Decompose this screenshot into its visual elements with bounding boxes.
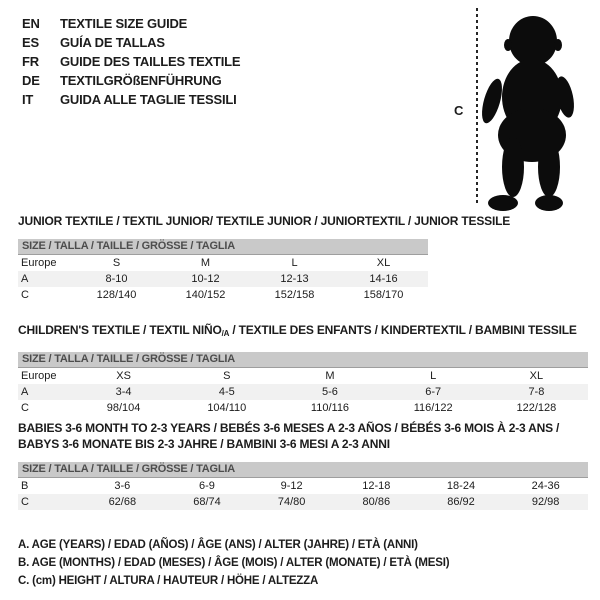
cell: 7-8 [528,386,545,398]
size-header-bar: SIZE / TALLA / TAILLE / GRÖSSE / TAGLIA [18,239,428,255]
cell: 152/158 [274,289,315,301]
lang-code: FR [22,54,39,69]
cell: 14-16 [369,273,398,285]
row-label: Europe [21,257,57,269]
table-row [18,271,428,287]
row-label: B [21,480,29,492]
cell: L [291,257,298,269]
lang-row-en [22,14,240,33]
footnote-b: B. AGE (MONTHS) / EDAD (MESES) / ÂGE (MOIS) / ALTER (MONATE) / ETÀ (MESI) [18,557,450,569]
cell: 110/116 [310,402,350,414]
title-line-2: BABYS 3-6 MONATE BIS 2-3 JAHRE / BAMBINI 3-6 MESI A 2-3 ANNI [18,437,390,451]
cell: 128/140 [96,289,137,301]
lang-code: IT [22,92,34,107]
table-row [18,478,588,494]
junior-textile-section [18,213,511,303]
cell: 4-5 [218,386,235,398]
language-list [22,14,240,109]
cell: 158/170 [363,289,404,301]
cell: S [112,257,121,269]
cell: L [430,370,437,382]
cell: 6-7 [425,386,442,398]
lang-row-es [22,33,240,52]
cell: 116/122 [413,402,453,414]
babies-table-title [18,420,588,452]
babies-textile-section [18,420,588,510]
cell: 80/86 [362,496,391,508]
row-label: C [21,402,29,414]
cell: 92/98 [531,496,560,508]
cell: M [325,370,335,382]
size-header-bar: SIZE / TALLA / TAILLE / GRÖSSE / TAGLIA [18,462,588,478]
cell: XL [529,370,544,382]
table-row [18,494,588,510]
lang-title: GUIDA ALLE TAGLIE TESSILI [60,92,237,107]
height-measure-label: C [454,103,464,118]
cell: 9-12 [280,480,303,492]
cell: XS [116,370,131,382]
title-line-1: BABIES 3-6 MONTH TO 2-3 YEARS / BEBÉS 3-6 MESES A 2-3 AÑOS / BÉBÉS 3-6 MOIS À 2-3 ANS / [18,421,560,435]
cell: 8-10 [105,273,128,285]
table-row [18,368,588,384]
row-label: A [21,273,29,285]
cell: 68/74 [193,496,221,508]
title-part: CHILDREN'S TEXTILE / TEXTIL NIÑO [18,323,222,337]
table-row [18,287,428,303]
row-label: C [21,496,29,508]
footnotes [18,536,449,590]
cell: 3-6 [114,480,131,492]
footnote-a: A. AGE (YEARS) / EDAD (AÑOS) / ÂGE (ANS) / ALTER (JAHRE) / ETÀ (ANNI) [18,539,418,551]
cell: 5-6 [322,386,338,398]
cell: M [200,257,211,269]
junior-table-title: JUNIOR TEXTILE / TEXTIL JUNIOR/ TEXTILE JUNIOR / JUNIORTEXTIL / JUNIOR TESSILE [18,214,511,228]
footnote-c: C. (cm) HEIGHT / ALTURA / HAUTEUR / HÖHE / ALTEZZA [18,575,319,587]
cell: 86/92 [447,496,475,508]
lang-row-de [22,71,240,90]
cell: 3-4 [115,386,132,398]
cell: 10-12 [191,273,220,285]
childrens-table-title [18,322,588,342]
cell: XL [376,257,391,269]
cell: S [223,370,231,382]
lang-code: ES [22,35,39,50]
cell: 18-24 [446,480,476,492]
cell: 24-36 [531,480,560,492]
cell: 62/68 [108,496,137,508]
row-label: C [21,289,29,301]
childrens-textile-section [18,322,588,416]
table-row [18,400,588,416]
lang-title: TEXTILGRÖßENFÜHRUNG [60,73,222,88]
lang-code: EN [22,16,40,31]
cell: 98/104 [106,402,141,414]
lang-code: DE [22,73,40,88]
title-part: / TEXTILE DES ENFANTS / KINDERTEXTIL / BAMBINI TESSILE [229,323,577,337]
cell: 12-13 [280,273,309,285]
baby-silhouette-icon [477,5,579,211]
cell: 104/110 [207,402,247,414]
table-row [18,255,428,271]
row-label: Europe [21,370,57,382]
table-row [18,384,588,400]
lang-title: GUÍA DE TALLAS [60,35,165,50]
lang-row-it [22,90,240,109]
lang-row-fr [22,52,240,71]
cell: 12-18 [362,480,391,492]
title-part-subscript: /A [221,329,230,338]
cell: 74/80 [277,496,306,508]
cell: 122/128 [516,402,557,414]
lang-title: GUIDE DES TAILLES TEXTILE [60,54,241,69]
cell: 140/152 [185,289,226,301]
size-header-bar: SIZE / TALLA / TAILLE / GRÖSSE / TAGLIA [18,352,588,368]
lang-title: TEXTILE SIZE GUIDE [60,16,188,31]
row-label: A [21,386,29,398]
cell: 6-9 [199,480,215,492]
